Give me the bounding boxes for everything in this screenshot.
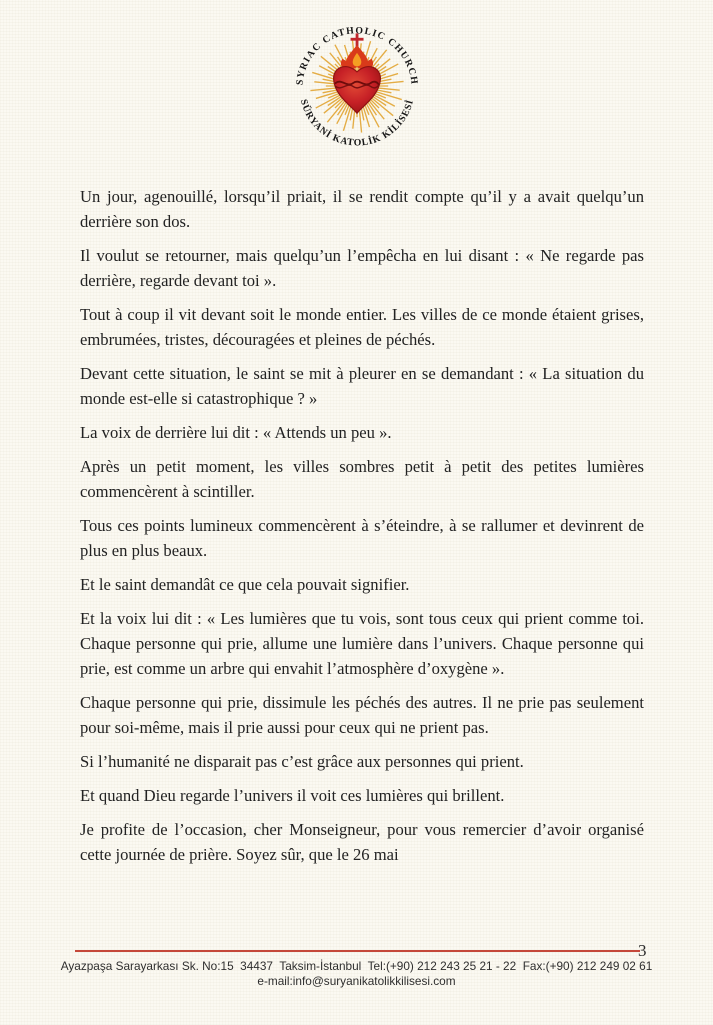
paragraph: Je profite de l’occasion, cher Monseigneur, pour vous remercier d’avoir organisé cette journée de prière. Soyez sûr, que le 26 mai [80, 820, 644, 864]
footer-rule [75, 950, 640, 952]
paragraph: Après un petit moment, les villes sombres petit à petit des petites lumières commencèrent à scintiller. [80, 457, 644, 501]
paragraph: Chaque personne qui prie, dissimule les péchés des autres. Il ne prie pas seulement pour soi-même, mais il prie aussi pour ceux qui ne prient pas. [80, 693, 644, 737]
letter-body [80, 184, 644, 876]
paragraph: Si l’humanité ne disparait pas c’est grâce aux personnes qui prient. [80, 752, 524, 771]
footer-address: Ayazpaşa Sarayarkası Sk. No:15 34437 Taksim-İstanbul Tel:(+90) 212 243 25 21 - 22 Fax:(+90) 212 249 02 61 [60, 959, 653, 973]
paragraph: Il voulut se retourner, mais quelqu’un l’empêcha en lui disant : « Ne regarde pas derrière, regarde devant toi ». [80, 246, 644, 290]
church-logo [271, 8, 443, 164]
paragraph: Tous ces points lumineux commencèrent à s’éteindre, à se rallumer et devinrent de plus en plus beaux. [80, 516, 644, 560]
paragraph: Tout à coup il vit devant soit le monde entier. Les villes de ce monde étaient grises, embrumées, tristes, découragées et pleines de péchés. [80, 305, 644, 349]
paragraph: Et quand Dieu regarde l’univers il voit ces lumières qui brillent. [80, 786, 505, 805]
page-number: 3 [638, 941, 647, 960]
footer-email: e-mail:info@suryanikatolikkilisesi.com [257, 974, 456, 988]
paragraph: Et la voix lui dit : « Les lumières que tu vois, sont tous ceux qui prient comme toi. Chaque personne qui prie, allume une lumière dans l’univers. Chaque personne qui prie, est comme un arbre qui envahit l’atmosphère d’oxygène ». [80, 609, 644, 678]
paragraph: La voix de derrière lui dit : « Attends un peu ». [80, 423, 392, 442]
sacred-heart-logo-icon [271, 8, 443, 164]
logo-arc-bottom-text: SÜRYANİ KATOLİK KİLİSESİ [297, 98, 416, 149]
paragraph: Et le saint demandât ce que cela pouvait signifier. [80, 575, 410, 594]
paragraph: Un jour, agenouillé, lorsqu’il priait, il se rendit compte qu’il y a avait quelqu’un derrière son dos. [80, 187, 644, 231]
paragraph: Devant cette situation, le saint se mit à pleurer en se demandant : « La situation du monde est-elle si catastrophique ? » [80, 364, 644, 408]
logo-arc-top-text: SYRIAC CATHOLIC CHURCH [293, 25, 420, 86]
sacred-heart-icon [333, 33, 380, 113]
